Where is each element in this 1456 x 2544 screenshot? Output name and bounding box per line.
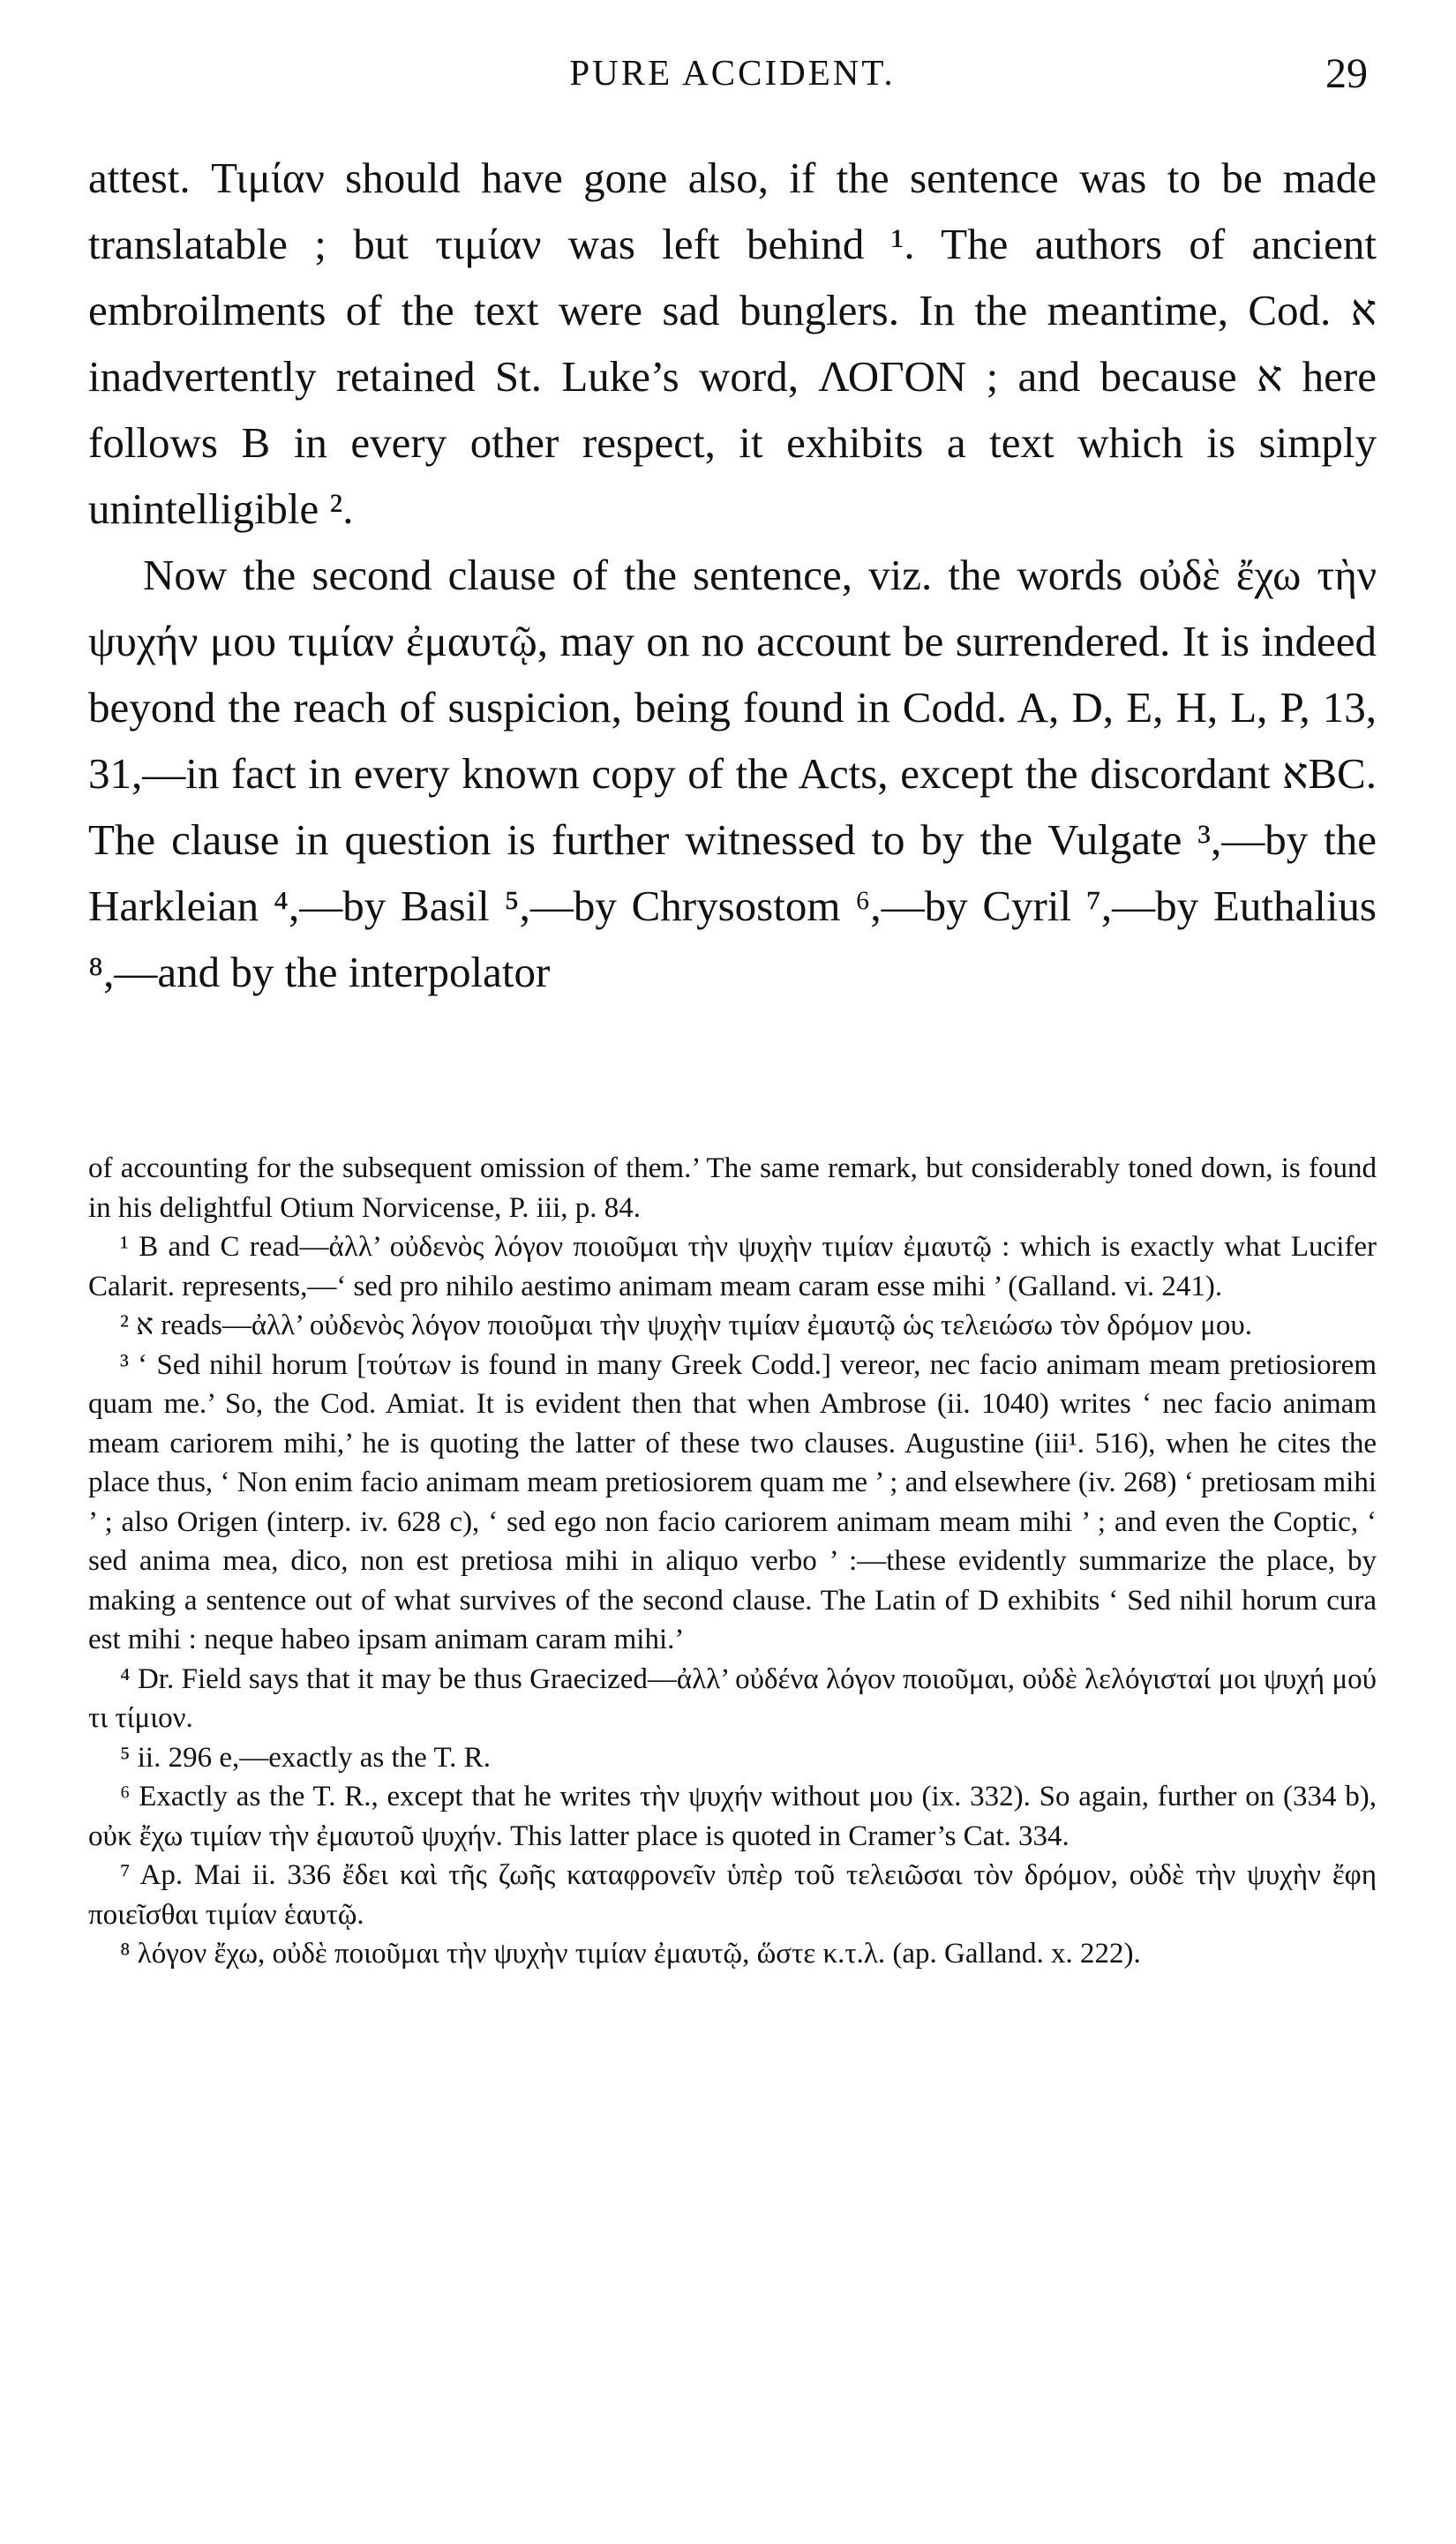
footnote-continuation: of accounting for the subsequent omission of them.’ The same remark, but considerably toned down, is found in his delightful Otium Norvicense, P. iii, p. 84. <box>88 1152 1377 1224</box>
footnote-2: ² א reads—ἀλλ’ οὐδενὸς λόγον ποιοῦμαι τὴν ψυχὴν τιμίαν ἐμαυτῷ ὡς τελειώσω τὸν δρόμον μου. <box>120 1310 1252 1341</box>
footnote-3: ³ ‘ Sed nihil horum [τούτων is found in many Greek Codd.] vereor, nec facio animam meam pretiosiorem quam me.’ So, the Cod. Amiat. It is evident then that when Ambrose (ii. 1040) writes ‘ nec facio animam meam cariorem mihi,’ he is quoting the latter of these two clauses. Augustine (iii¹. 516), when he cites the place thus, ‘ Non enim facio animam meam pretiosiorem quam me ’ ; and elsewhere (iv. 268) ‘ pretiosam mihi ’ ; also Origen (interp. iv. 628 c), ‘ sed ego non facio cariorem animam meam mihi ’ ; and even the Coptic, ‘ sed anima mea, dico, non est pretiosa mihi in aliquo verbo ’ :—these evidently summarize the place, by making a sentence out of what survives of the second clause. The Latin of D exhibits ‘ Sed nihil horum cura est mihi : neque habeo ipsam animam caram mihi.’ <box>88 1348 1377 1655</box>
footnote-7: ⁷ Ap. Mai ii. 336 ἔδει καὶ τῆς ζωῆς καταφρονεῖν ὑπὲρ τοῦ τελειῶσαι τὸν δρόμον, οὐδὲ τὴν ψυχὴν ἔφη ποιεῖσθαι τιμίαν ἑαυτῷ. <box>88 1859 1377 1931</box>
page-number: 29 <box>1325 50 1368 97</box>
footnote-1: ¹ B and C read—ἀλλ’ οὐδενὸς λόγον ποιοῦμαι τὴν ψυχὴν τιμίαν ἐμαυτῷ : which is exactly what Lucifer Calarit. represents,—‘ sed pro nihilo aestimo animam meam caram esse mihi ’ (Galland. vi. 241). <box>88 1231 1377 1302</box>
footnote-6: ⁶ Exactly as the T. R., except that he writes τὴν ψυχήν without μου (ix. 332). So again, further on (334 b), οὐκ ἔχω τιμίαν τὴν ἐμαυτοῦ ψυχήν. This latter place is quoted in Cramer’s Cat. 334. <box>88 1781 1377 1852</box>
running-title: PURE ACCIDENT. <box>569 52 896 93</box>
main-text <box>88 145 1377 1005</box>
running-head <box>88 51 1377 101</box>
footnote-5: ⁵ ii. 296 e,—exactly as the T. R. <box>120 1741 491 1774</box>
body-paragraph-1: attest. Τιμίαν should have gone also, if the sentence was to be made translatable ; but τιμίαν was left behind ¹. The authors of ancient embroilments of the text were sad bunglers. In the meantime, Cod. א inadvertently retained St. Luke’s word, ΛΟΓΟΝ ; and because א here follows B in every other respect, it exhibits a text which is simply unintelligible ². <box>88 154 1377 533</box>
footnotes <box>88 1149 1377 1974</box>
footnote-4: ⁴ Dr. Field says that it may be thus Graecized—ἀλλ’ οὐδένα λόγον ποιοῦμαι, οὐδὲ λελόγισταί μοι ψυχή μού τι τίμιον. <box>88 1662 1377 1734</box>
body-paragraph-2: Now the second clause of the sentence, viz. the words οὐδὲ ἔχω τὴν ψυχήν μου τιμίαν ἐμαυτῷ, may on no account be surrendered. It is indeed beyond the reach of suspicion, being found in Codd. A, D, E, H, L, P, 13, 31,—in fact in every known copy of the Acts, except the discordant אBC. The clause in question is further witnessed to by the Vulgate ³,—by the Harkleian ⁴,—by Basil ⁵,—by Chrysostom ⁶,—by Cyril ⁷,—by Euthalius ⁸,—and by the interpolator <box>88 551 1377 996</box>
footnote-8: ⁸ λόγον ἔχω, οὐδὲ ποιοῦμαι τὴν ψυχὴν τιμίαν ἐμαυτῷ, ὥστε κ.τ.λ. (ap. Galland. x. 222). <box>120 1938 1141 1970</box>
